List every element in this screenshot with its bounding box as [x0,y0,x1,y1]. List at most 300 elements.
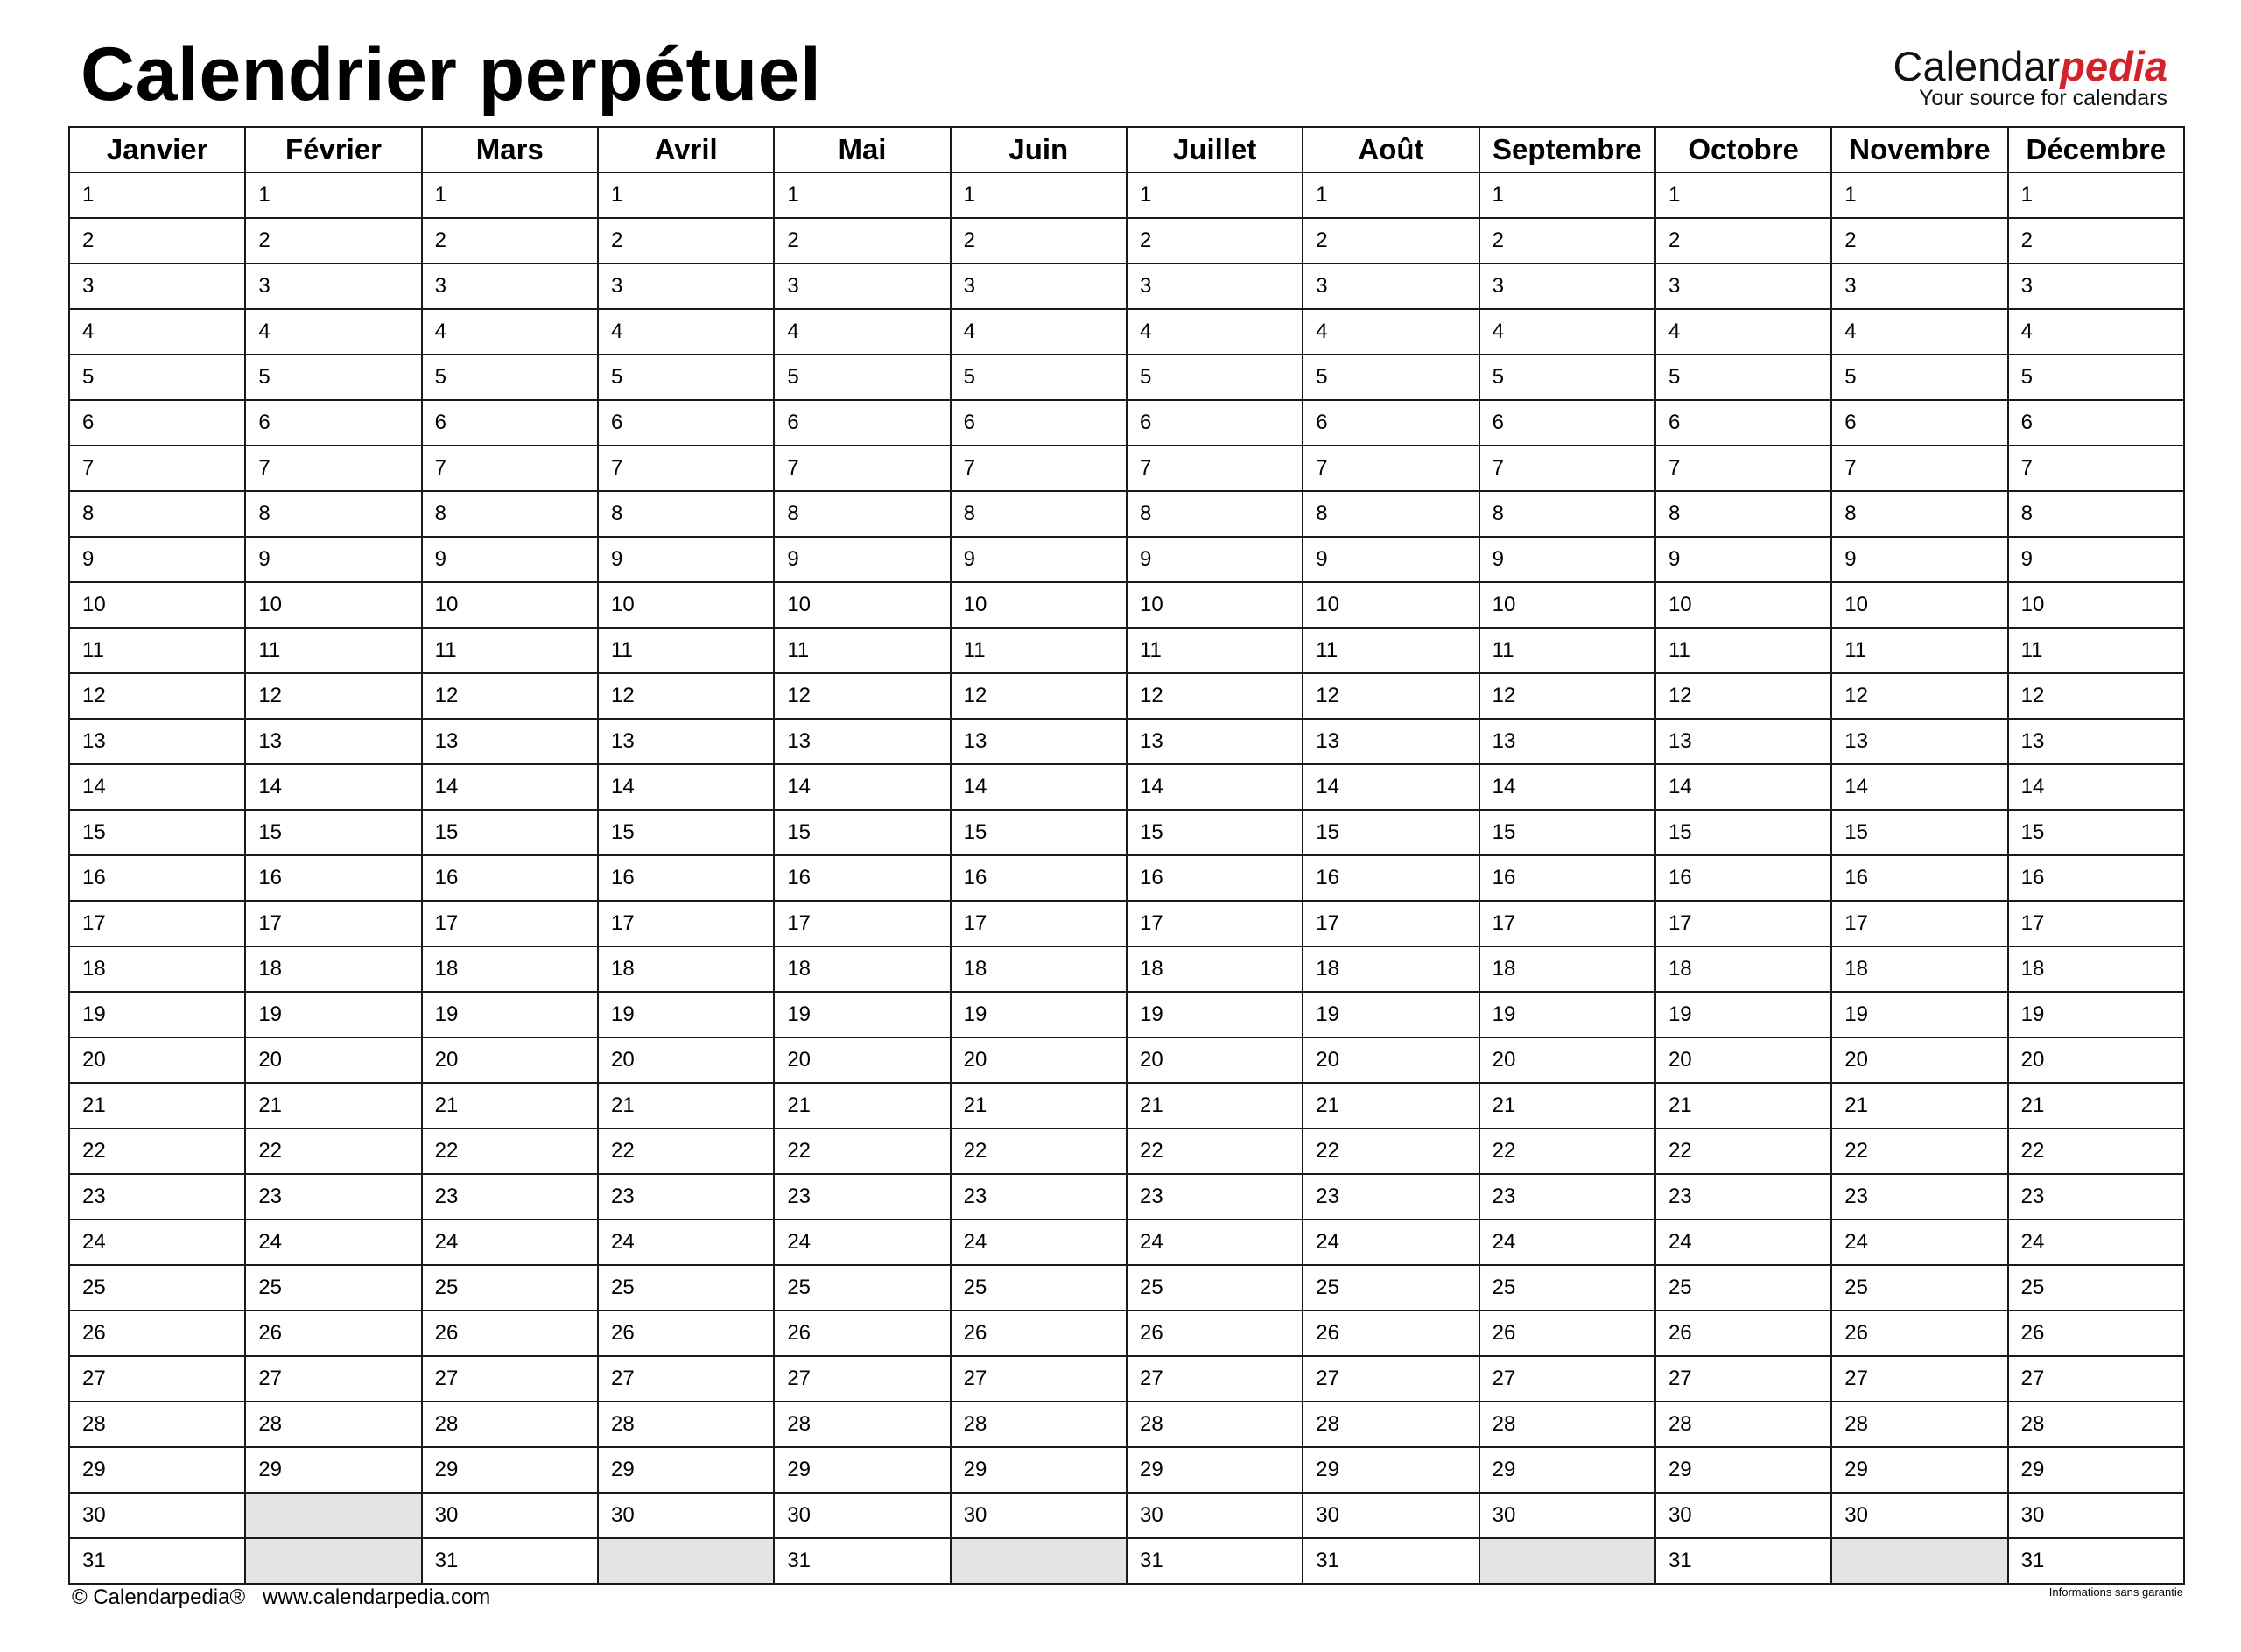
day-cell: 14 [1831,764,2007,810]
day-cell: 19 [1127,992,1303,1037]
day-cell: 8 [1479,491,1655,537]
day-cell: 22 [245,1128,421,1174]
month-header-row [69,127,2184,172]
day-cell: 26 [2008,1311,2184,1356]
day-cell: 21 [1479,1083,1655,1128]
day-row [69,764,2184,810]
day-cell: 6 [2008,400,2184,446]
day-cell: 5 [245,355,421,400]
day-cell: 20 [2008,1037,2184,1083]
day-cell: 18 [2008,946,2184,992]
day-cell: 25 [1655,1265,1831,1311]
day-row [69,355,2184,400]
day-cell: 1 [69,172,245,218]
day-cell: 19 [422,992,598,1037]
day-cell: 24 [1831,1220,2007,1265]
day-cell: 23 [1655,1174,1831,1220]
day-cell: 2 [1303,218,1479,264]
day-cell: 20 [245,1037,421,1083]
day-cell: 27 [774,1356,950,1402]
day-cell: 16 [1479,855,1655,901]
day-cell: 30 [1655,1493,1831,1538]
day-cell: 18 [598,946,774,992]
day-cell: 30 [422,1493,598,1538]
day-cell: 19 [1303,992,1479,1037]
day-cell: 6 [1479,400,1655,446]
day-cell: 21 [774,1083,950,1128]
day-cell: 21 [951,1083,1127,1128]
day-cell: 25 [1303,1265,1479,1311]
day-cell: 31 [774,1538,950,1584]
day-cell: 18 [774,946,950,992]
day-cell: 7 [1479,446,1655,491]
day-row [69,218,2184,264]
day-cell: 15 [1479,810,1655,855]
month-header: Novembre [1831,127,2007,172]
month-header: Mars [422,127,598,172]
month-header: Décembre [2008,127,2184,172]
day-cell: 28 [774,1402,950,1447]
day-cell: 22 [1655,1128,1831,1174]
empty-day-cell [245,1538,421,1584]
day-cell: 21 [1831,1083,2007,1128]
day-row [69,719,2184,764]
day-cell: 9 [1655,537,1831,582]
day-cell: 6 [1831,400,2007,446]
day-cell: 6 [1655,400,1831,446]
day-row [69,264,2184,309]
day-cell: 6 [245,400,421,446]
day-cell: 25 [598,1265,774,1311]
day-cell: 17 [2008,901,2184,946]
day-cell: 23 [2008,1174,2184,1220]
day-cell: 11 [1127,628,1303,673]
day-cell: 29 [245,1447,421,1493]
day-cell: 6 [598,400,774,446]
day-cell: 3 [245,264,421,309]
day-row [69,673,2184,719]
day-cell: 5 [69,355,245,400]
day-cell: 26 [245,1311,421,1356]
day-cell: 12 [1303,673,1479,719]
day-cell: 18 [422,946,598,992]
day-cell: 30 [1303,1493,1479,1538]
day-cell: 29 [951,1447,1127,1493]
day-cell: 20 [1479,1037,1655,1083]
day-cell: 9 [598,537,774,582]
day-cell: 31 [1655,1538,1831,1584]
day-cell: 7 [69,446,245,491]
day-cell: 19 [2008,992,2184,1037]
day-cell: 28 [598,1402,774,1447]
day-cell: 24 [422,1220,598,1265]
day-cell: 23 [422,1174,598,1220]
day-row [69,901,2184,946]
day-cell: 29 [1127,1447,1303,1493]
day-cell: 28 [2008,1402,2184,1447]
day-cell: 5 [774,355,950,400]
day-cell: 18 [1479,946,1655,992]
day-cell: 26 [1831,1311,2007,1356]
day-cell: 17 [598,901,774,946]
day-cell: 22 [598,1128,774,1174]
day-cell: 27 [245,1356,421,1402]
day-cell: 4 [1831,309,2007,355]
day-cell: 13 [1831,719,2007,764]
day-cell: 28 [951,1402,1127,1447]
day-cell: 24 [1655,1220,1831,1265]
day-cell: 15 [774,810,950,855]
day-cell: 22 [2008,1128,2184,1174]
day-cell: 4 [598,309,774,355]
brand-name-part2: pedia [2060,43,2167,89]
day-row [69,1128,2184,1174]
day-cell: 5 [1303,355,1479,400]
day-cell: 19 [951,992,1127,1037]
day-cell: 12 [1655,673,1831,719]
day-cell: 5 [1127,355,1303,400]
day-cell: 29 [69,1447,245,1493]
day-cell: 15 [422,810,598,855]
day-cell: 4 [1127,309,1303,355]
empty-day-cell [245,1493,421,1538]
day-cell: 25 [422,1265,598,1311]
day-cell: 1 [951,172,1127,218]
day-cell: 17 [1479,901,1655,946]
day-cell: 30 [951,1493,1127,1538]
day-cell: 17 [69,901,245,946]
day-cell: 13 [245,719,421,764]
day-cell: 10 [1479,582,1655,628]
day-cell: 9 [1303,537,1479,582]
day-cell: 21 [69,1083,245,1128]
day-cell: 28 [245,1402,421,1447]
day-cell: 27 [598,1356,774,1402]
day-cell: 24 [951,1220,1127,1265]
day-row [69,810,2184,855]
day-cell: 7 [598,446,774,491]
day-cell: 30 [774,1493,950,1538]
day-cell: 26 [598,1311,774,1356]
day-cell: 5 [598,355,774,400]
day-cell: 11 [598,628,774,673]
day-row [69,400,2184,446]
day-cell: 12 [245,673,421,719]
day-cell: 18 [1831,946,2007,992]
day-cell: 10 [69,582,245,628]
day-cell: 20 [422,1037,598,1083]
month-header: Juin [951,127,1127,172]
day-cell: 20 [951,1037,1127,1083]
day-cell: 13 [1303,719,1479,764]
day-cell: 7 [2008,446,2184,491]
day-cell: 11 [1655,628,1831,673]
day-cell: 18 [1303,946,1479,992]
day-cell: 16 [1127,855,1303,901]
day-cell: 7 [1655,446,1831,491]
day-cell: 12 [1831,673,2007,719]
day-row [69,1037,2184,1083]
day-cell: 23 [1479,1174,1655,1220]
day-cell: 16 [69,855,245,901]
day-cell: 13 [951,719,1127,764]
day-row [69,946,2184,992]
day-cell: 22 [1479,1128,1655,1174]
day-cell: 18 [951,946,1127,992]
day-cell: 13 [774,719,950,764]
day-cell: 27 [1127,1356,1303,1402]
day-cell: 16 [1303,855,1479,901]
day-row [69,582,2184,628]
day-cell: 21 [1303,1083,1479,1128]
day-cell: 24 [245,1220,421,1265]
month-header: Mai [774,127,950,172]
day-cell: 26 [1303,1311,1479,1356]
day-cell: 24 [69,1220,245,1265]
day-cell: 20 [69,1037,245,1083]
day-cell: 6 [422,400,598,446]
day-cell: 5 [422,355,598,400]
day-cell: 14 [1655,764,1831,810]
day-cell: 27 [1831,1356,2007,1402]
day-cell: 16 [2008,855,2184,901]
day-cell: 8 [1831,491,2007,537]
day-cell: 4 [2008,309,2184,355]
day-cell: 12 [598,673,774,719]
day-cell: 27 [2008,1356,2184,1402]
day-cell: 11 [245,628,421,673]
day-cell: 19 [245,992,421,1037]
day-cell: 29 [598,1447,774,1493]
day-cell: 26 [1655,1311,1831,1356]
day-cell: 24 [1127,1220,1303,1265]
day-cell: 15 [1127,810,1303,855]
day-cell: 14 [2008,764,2184,810]
day-cell: 17 [1831,901,2007,946]
day-row [69,1356,2184,1402]
day-cell: 28 [1479,1402,1655,1447]
day-cell: 28 [69,1402,245,1447]
day-cell: 23 [245,1174,421,1220]
empty-day-cell [1479,1538,1655,1584]
day-cell: 19 [69,992,245,1037]
day-cell: 17 [422,901,598,946]
day-cell: 8 [951,491,1127,537]
day-cell: 4 [1303,309,1479,355]
day-cell: 26 [69,1311,245,1356]
month-header: Avril [598,127,774,172]
day-cell: 11 [1831,628,2007,673]
day-cell: 9 [422,537,598,582]
day-cell: 2 [69,218,245,264]
day-cell: 2 [598,218,774,264]
footer-website-link[interactable]: www.calendarpedia.com [263,1585,491,1609]
day-cell: 15 [245,810,421,855]
day-cell: 3 [1655,264,1831,309]
day-cell: 25 [245,1265,421,1311]
day-cell: 6 [951,400,1127,446]
day-cell: 28 [1831,1402,2007,1447]
calendar-body [69,172,2184,1584]
day-cell: 4 [951,309,1127,355]
day-cell: 29 [1831,1447,2007,1493]
day-cell: 13 [1479,719,1655,764]
day-cell: 18 [69,946,245,992]
day-cell: 30 [2008,1493,2184,1538]
day-cell: 25 [1127,1265,1303,1311]
day-cell: 17 [1303,901,1479,946]
day-row [69,1311,2184,1356]
day-cell: 27 [422,1356,598,1402]
day-cell: 19 [774,992,950,1037]
day-cell: 29 [1303,1447,1479,1493]
day-cell: 13 [1127,719,1303,764]
day-cell: 2 [1127,218,1303,264]
footer-credits [72,1585,490,1610]
day-cell: 23 [1127,1174,1303,1220]
empty-day-cell [951,1538,1127,1584]
day-cell: 4 [1479,309,1655,355]
day-cell: 4 [1655,309,1831,355]
day-cell: 10 [245,582,421,628]
day-cell: 10 [422,582,598,628]
day-cell: 6 [1303,400,1479,446]
day-cell: 27 [951,1356,1127,1402]
day-cell: 2 [774,218,950,264]
day-cell: 3 [69,264,245,309]
day-cell: 16 [774,855,950,901]
day-cell: 9 [2008,537,2184,582]
day-cell: 14 [245,764,421,810]
day-cell: 30 [1127,1493,1303,1538]
day-cell: 23 [1831,1174,2007,1220]
day-cell: 31 [422,1538,598,1584]
day-cell: 14 [951,764,1127,810]
day-cell: 1 [1479,172,1655,218]
day-cell: 21 [1127,1083,1303,1128]
day-cell: 3 [598,264,774,309]
day-cell: 2 [1831,218,2007,264]
day-cell: 23 [774,1174,950,1220]
day-cell: 31 [1303,1538,1479,1584]
day-cell: 7 [774,446,950,491]
day-cell: 14 [1127,764,1303,810]
footer-disclaimer: Informations sans garantie [2048,1585,2183,1599]
day-cell: 13 [598,719,774,764]
day-row [69,1220,2184,1265]
day-cell: 1 [2008,172,2184,218]
day-cell: 24 [2008,1220,2184,1265]
day-cell: 8 [69,491,245,537]
day-cell: 11 [951,628,1127,673]
day-cell: 24 [1303,1220,1479,1265]
day-row [69,491,2184,537]
day-cell: 11 [1303,628,1479,673]
day-cell: 30 [1831,1493,2007,1538]
day-cell: 1 [245,172,421,218]
day-cell: 3 [774,264,950,309]
day-cell: 23 [1303,1174,1479,1220]
month-header: Octobre [1655,127,1831,172]
day-cell: 21 [598,1083,774,1128]
day-cell: 2 [1655,218,1831,264]
day-cell: 13 [422,719,598,764]
day-cell: 28 [1127,1402,1303,1447]
day-cell: 26 [951,1311,1127,1356]
day-cell: 22 [422,1128,598,1174]
day-cell: 14 [598,764,774,810]
day-cell: 21 [1655,1083,1831,1128]
day-cell: 17 [1127,901,1303,946]
day-cell: 6 [774,400,950,446]
day-cell: 20 [1127,1037,1303,1083]
month-header: Janvier [69,127,245,172]
day-row [69,992,2184,1037]
day-cell: 12 [69,673,245,719]
day-cell: 20 [1303,1037,1479,1083]
day-cell: 12 [2008,673,2184,719]
day-row [69,1493,2184,1538]
day-row [69,1174,2184,1220]
month-header: Août [1303,127,1479,172]
day-cell: 3 [951,264,1127,309]
day-cell: 17 [245,901,421,946]
day-cell: 3 [422,264,598,309]
day-cell: 1 [422,172,598,218]
day-cell: 17 [1655,901,1831,946]
day-cell: 4 [69,309,245,355]
day-cell: 24 [598,1220,774,1265]
day-cell: 7 [422,446,598,491]
day-cell: 9 [951,537,1127,582]
day-cell: 24 [1479,1220,1655,1265]
day-cell: 16 [1655,855,1831,901]
day-cell: 5 [951,355,1127,400]
day-cell: 29 [774,1447,950,1493]
day-cell: 16 [245,855,421,901]
day-cell: 10 [951,582,1127,628]
day-cell: 11 [1479,628,1655,673]
day-cell: 10 [1655,582,1831,628]
day-row [69,1265,2184,1311]
day-cell: 10 [774,582,950,628]
empty-day-cell [598,1538,774,1584]
day-cell: 30 [69,1493,245,1538]
day-cell: 14 [422,764,598,810]
day-cell: 19 [1655,992,1831,1037]
day-cell: 22 [1127,1128,1303,1174]
day-cell: 1 [1831,172,2007,218]
day-cell: 28 [422,1402,598,1447]
day-cell: 29 [1479,1447,1655,1493]
day-cell: 25 [69,1265,245,1311]
day-cell: 9 [69,537,245,582]
day-cell: 1 [1127,172,1303,218]
day-row [69,446,2184,491]
day-cell: 31 [2008,1538,2184,1584]
day-cell: 14 [1479,764,1655,810]
day-cell: 8 [245,491,421,537]
day-cell: 12 [1127,673,1303,719]
day-row [69,1083,2184,1128]
day-cell: 20 [1655,1037,1831,1083]
day-cell: 6 [69,400,245,446]
day-cell: 18 [1655,946,1831,992]
day-cell: 2 [245,218,421,264]
day-cell: 22 [1303,1128,1479,1174]
day-cell: 7 [1831,446,2007,491]
day-cell: 17 [951,901,1127,946]
